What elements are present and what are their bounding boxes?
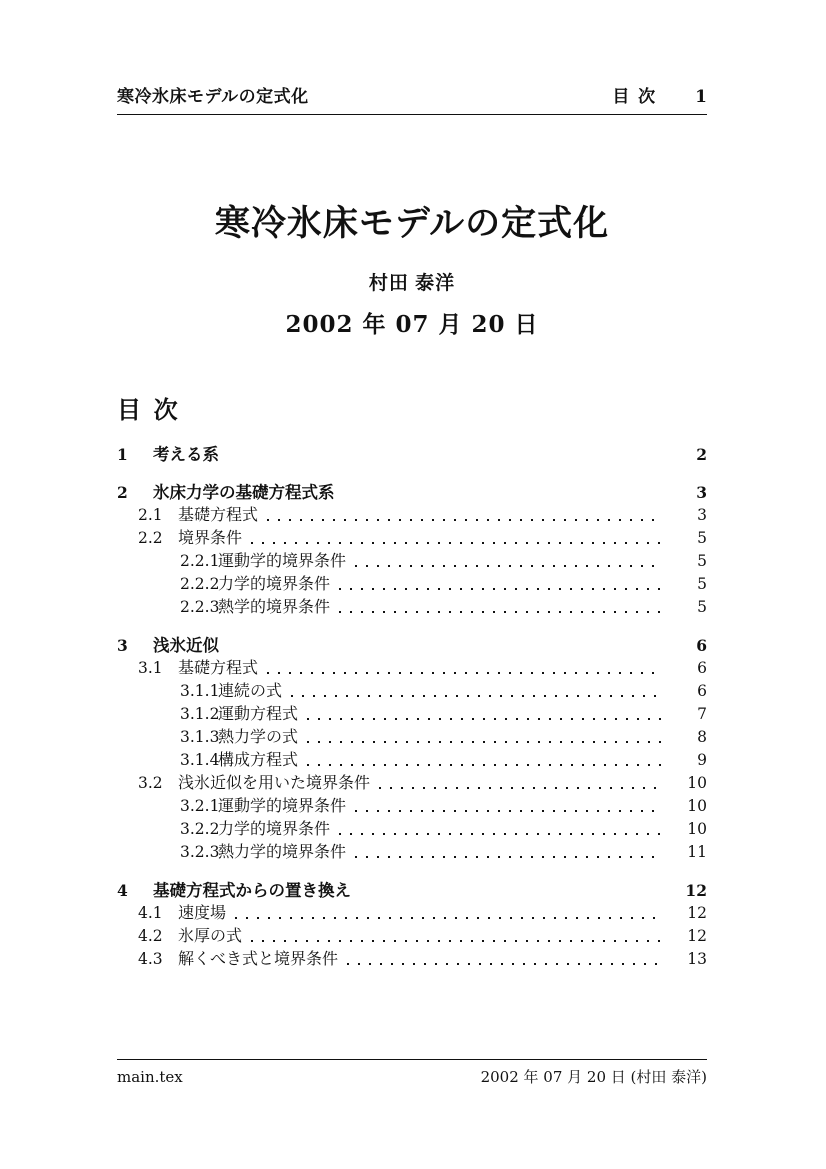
toc-entry-number: 4 (117, 881, 128, 900)
document-title: 寒冷氷床モデルの定式化 (214, 204, 610, 243)
toc-entry-number: 4.2 (138, 927, 163, 945)
toc-entry (117, 680, 707, 703)
toc-dot-leader (228, 649, 663, 651)
toc-entry-page: 5 (697, 529, 707, 547)
toc-entry-page: 10 (687, 774, 707, 792)
toc-entry-number: 2.1 (138, 506, 163, 524)
toc-entry-number: 3.2.2 (180, 820, 220, 838)
toc-entry-label: 熱力学の式 (218, 729, 299, 746)
toc-entry-label: 境界条件 (178, 530, 243, 547)
toc-entry (117, 772, 707, 795)
toc-dot-leader (307, 764, 663, 766)
toc-entry-number: 2.2 (138, 529, 163, 547)
toc-dot-leader (307, 718, 663, 720)
document-date: 2002 年 07 月 20 日 (285, 311, 539, 338)
toc-dot-leader (267, 519, 663, 521)
running-header (117, 82, 707, 115)
toc-entry-page: 7 (697, 705, 707, 723)
toc-entry-number: 4.1 (138, 904, 163, 922)
toc-entry-page: 5 (697, 598, 707, 616)
toc-dot-leader (291, 695, 663, 697)
header-document-title: 寒冷氷床モデルの定式化 (117, 87, 309, 106)
toc-dot-leader (251, 542, 663, 544)
toc-entry-number: 1 (117, 445, 128, 464)
toc-entry-label: 速度場 (178, 905, 227, 922)
toc-entry-page: 10 (687, 820, 707, 838)
toc-entry-number: 2.2.3 (180, 598, 220, 616)
toc-entry-number: 3.1 (138, 659, 163, 677)
toc-entry (117, 657, 707, 680)
toc-dot-leader (339, 588, 663, 590)
toc-entry-page: 5 (697, 552, 707, 570)
toc-dot-leader (344, 496, 664, 498)
toc-entry (117, 749, 707, 772)
toc-entry-label: 力学的境界条件 (218, 576, 331, 593)
toc-entry-page: 3 (696, 483, 707, 502)
toc-entry (117, 818, 707, 841)
toc-entry (117, 481, 707, 504)
footer-filename: main.tex (117, 1068, 183, 1086)
toc-dot-leader (339, 833, 663, 835)
toc-list (117, 428, 707, 971)
toc-entry-label: 運動学的境界条件 (218, 798, 347, 815)
header-right-group (612, 82, 707, 107)
toc-entry-label: 氷床力学の基礎方程式系 (153, 484, 335, 502)
toc-dot-leader (307, 741, 663, 743)
toc-entry (117, 795, 707, 818)
toc-entry-label: 熱学的境界条件 (218, 599, 331, 616)
toc-entry-page: 13 (687, 950, 707, 968)
toc-dot-leader (355, 856, 663, 858)
toc-entry-number: 2.2.2 (180, 575, 220, 593)
toc-entry-page: 6 (697, 682, 707, 700)
toc-entry (117, 504, 707, 527)
toc-entry (117, 550, 707, 573)
toc-entry (117, 841, 707, 864)
toc-entry-label: 熱力学的境界条件 (218, 844, 347, 861)
toc-entry (117, 443, 707, 466)
toc-entry-page: 10 (687, 797, 707, 815)
toc-entry-number: 3.2.3 (180, 843, 220, 861)
toc-dot-leader (360, 894, 663, 896)
toc-entry (117, 925, 707, 948)
toc-dot-leader (379, 787, 663, 789)
toc-entry (117, 948, 707, 971)
toc-entry-label: 解くべき式と境界条件 (178, 951, 339, 968)
toc-entry-number: 3.1.2 (180, 705, 220, 723)
document-author: 村田 泰洋 (368, 273, 456, 294)
toc-entry-label: 基礎方程式 (178, 507, 259, 524)
toc-entry-number: 2.2.1 (180, 552, 220, 570)
toc-entry-number: 3.2.1 (180, 797, 220, 815)
toc-entry (117, 596, 707, 619)
toc-entry-label: 基礎方程式からの置き換え (153, 882, 351, 900)
toc-entry-label: 力学的境界条件 (218, 821, 331, 838)
toc-entry-page: 2 (696, 445, 707, 464)
toc-heading: 目 次 (117, 397, 181, 424)
toc-dot-leader (347, 963, 663, 965)
toc-entry-label: 浅氷近似 (153, 637, 219, 655)
header-section-label: 目 次 (612, 87, 658, 106)
toc-entry-page: 12 (685, 881, 707, 900)
toc-entry-label: 基礎方程式 (178, 660, 259, 677)
toc-entry-label: 運動方程式 (218, 706, 299, 723)
running-footer (117, 1059, 707, 1087)
toc-entry-page: 6 (697, 659, 707, 677)
toc-entry-page: 11 (687, 843, 707, 861)
toc-entry-number: 3.1.3 (180, 728, 220, 746)
toc-entry-number: 3.1.1 (180, 682, 220, 700)
toc-dot-leader (228, 458, 663, 460)
toc-entry (117, 879, 707, 902)
toc-entry-page: 3 (697, 506, 707, 524)
toc-entry-label: 氷厚の式 (178, 928, 243, 945)
toc-dot-leader (355, 810, 663, 812)
toc-entry-number: 3.1.4 (180, 751, 220, 769)
toc-entry-page: 9 (697, 751, 707, 769)
toc-entry-number: 2 (117, 483, 128, 502)
toc-entry (117, 703, 707, 726)
toc-entry (117, 527, 707, 550)
toc-dot-leader (355, 565, 663, 567)
toc-entry-number: 3 (117, 636, 128, 655)
toc-entry-number: 3.2 (138, 774, 163, 792)
toc-dot-leader (235, 917, 663, 919)
toc-entry (117, 573, 707, 596)
toc-entry-label: 構成方程式 (218, 752, 299, 769)
toc-entry-number: 4.3 (138, 950, 163, 968)
header-page-number: 1 (695, 87, 707, 107)
toc-entry (117, 902, 707, 925)
toc-dot-leader (267, 672, 663, 674)
toc-entry-page: 5 (697, 575, 707, 593)
toc-dot-leader (339, 611, 663, 613)
page-content (117, 0, 707, 1169)
toc-entry-page: 6 (696, 636, 707, 655)
toc-dot-leader (251, 940, 663, 942)
toc-entry-page: 12 (687, 904, 707, 922)
toc-entry-label: 考える系 (153, 446, 219, 464)
footer-date-author: 2002 年 07 月 20 日 (村田 泰洋) (480, 1068, 707, 1086)
toc-entry-page: 12 (687, 927, 707, 945)
toc-entry (117, 634, 707, 657)
toc-entry-page: 8 (697, 728, 707, 746)
toc-entry (117, 726, 707, 749)
toc-entry-label: 浅氷近似を用いた境界条件 (178, 775, 371, 792)
toc-entry-label: 連続の式 (218, 683, 283, 700)
toc-entry-label: 運動学的境界条件 (218, 553, 347, 570)
